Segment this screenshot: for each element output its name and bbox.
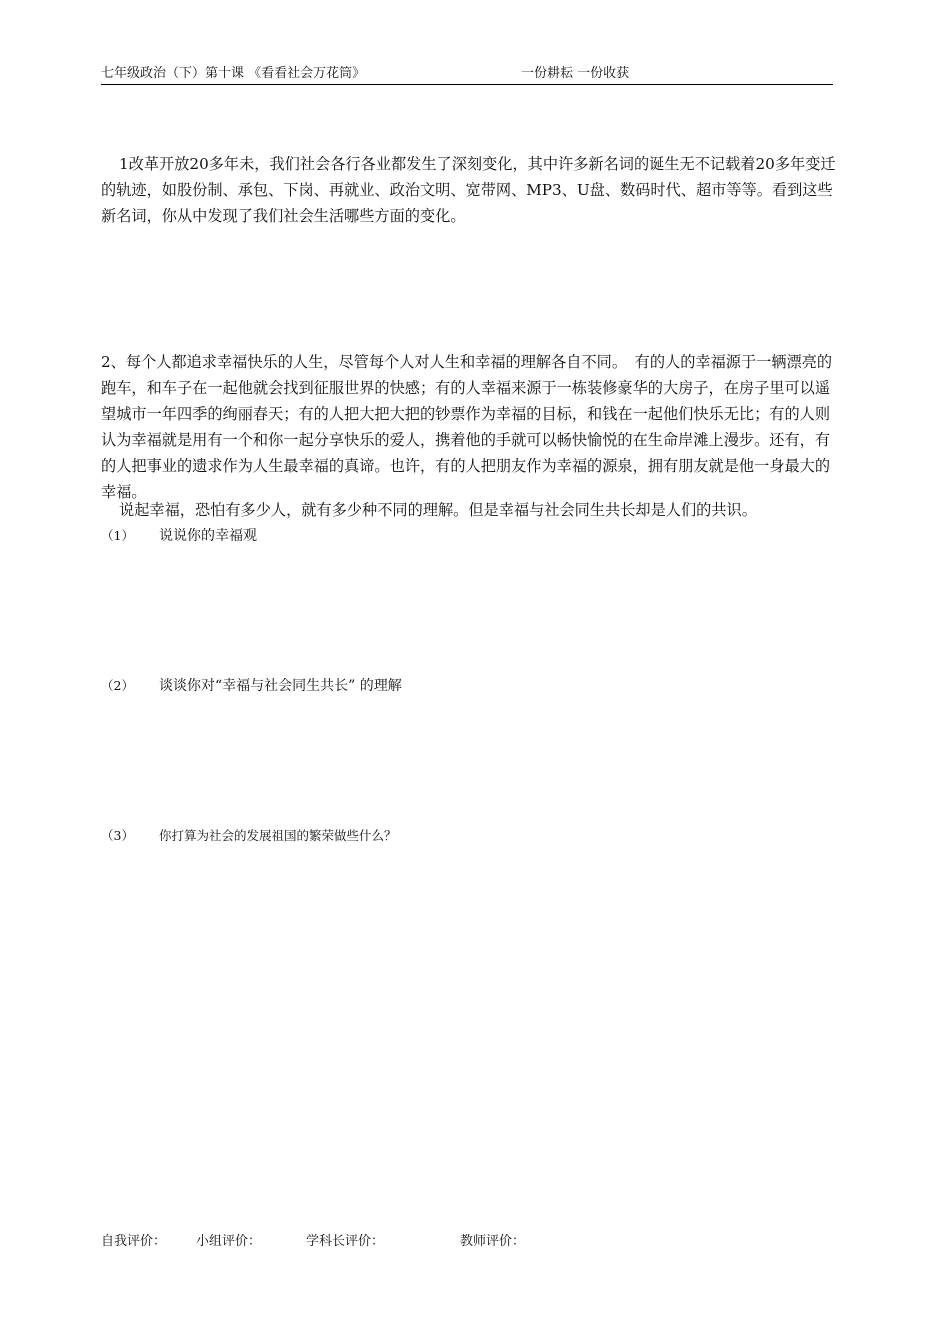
- header-course-title: 七年级政治（下）第十课 《看看社会万花筒》: [101, 66, 366, 81]
- question-2-passage: 2、每个人都追求幸福快乐的人生，尽管每个人对人生和幸福的理解各自不同。 有的人的幸福源于一辆漂亮的跑车，和车子在一起他就会找到征服世界的快感；有的人幸福来源于一栋装修豪华的大房子，在房子里可以遥望城市一年四季的绚丽春天；有的人把大把大把的钞票作为幸福的目标，和钱在一起他们快乐无比；有的人则认为幸福就是用有一个和你一起分享快乐的爱人，携着他的手就可以畅快愉悦的在生命岸滩上漫步。还有，有的人把事业的遗求作为人生最幸福的真谛。也许，有的人把朋友作为幸福的源泉，拥有朋友就是他一身最大的幸福。: [101, 353, 833, 501]
- header-motto: 一份耕耘 一份收获: [521, 66, 630, 81]
- question-1-text: 1改革开放20多年未，我们社会各行各业都发生了深刻变化，其中许多新名词的诞生无不记载着20多年变迁的轨迹，如股份制、承包、下岗、再就业、政治文明、宽带网、MP3、U盘、数码时代、超市等等。看到这些新名词，你从中发现了我们社会生活哪些方面的变化。: [101, 155, 836, 225]
- teacher-evaluation-label: 教师评价：: [460, 1234, 526, 1249]
- sub-question-3-number: （3）: [101, 828, 134, 843]
- sub-question-2-text: 谈谈你对“幸福与社会同生共长” 的理解: [159, 678, 402, 694]
- self-evaluation-label: 自我评价：: [101, 1234, 167, 1249]
- sub-question-1-number: （1）: [101, 528, 134, 543]
- sub-question-3-text: 你打算为社会的发展祖国的繁荣做些什么？: [159, 828, 397, 843]
- page-header: [101, 66, 833, 85]
- sub-question-1: [101, 526, 257, 546]
- group-evaluation-label: 小组评价：: [196, 1234, 262, 1249]
- question-2-closing: 说起幸福，恐怕有多少人，就有多少种不同的理解。但是幸福与社会同生共长却是人们的共识。: [119, 501, 757, 519]
- sub-question-3: [101, 826, 397, 846]
- sub-question-1-text: 说说你的幸福观: [159, 528, 257, 544]
- sub-question-2: [101, 676, 402, 696]
- subject-leader-evaluation-label: 学科长评价：: [306, 1234, 385, 1249]
- sub-question-2-number: （2）: [101, 678, 134, 693]
